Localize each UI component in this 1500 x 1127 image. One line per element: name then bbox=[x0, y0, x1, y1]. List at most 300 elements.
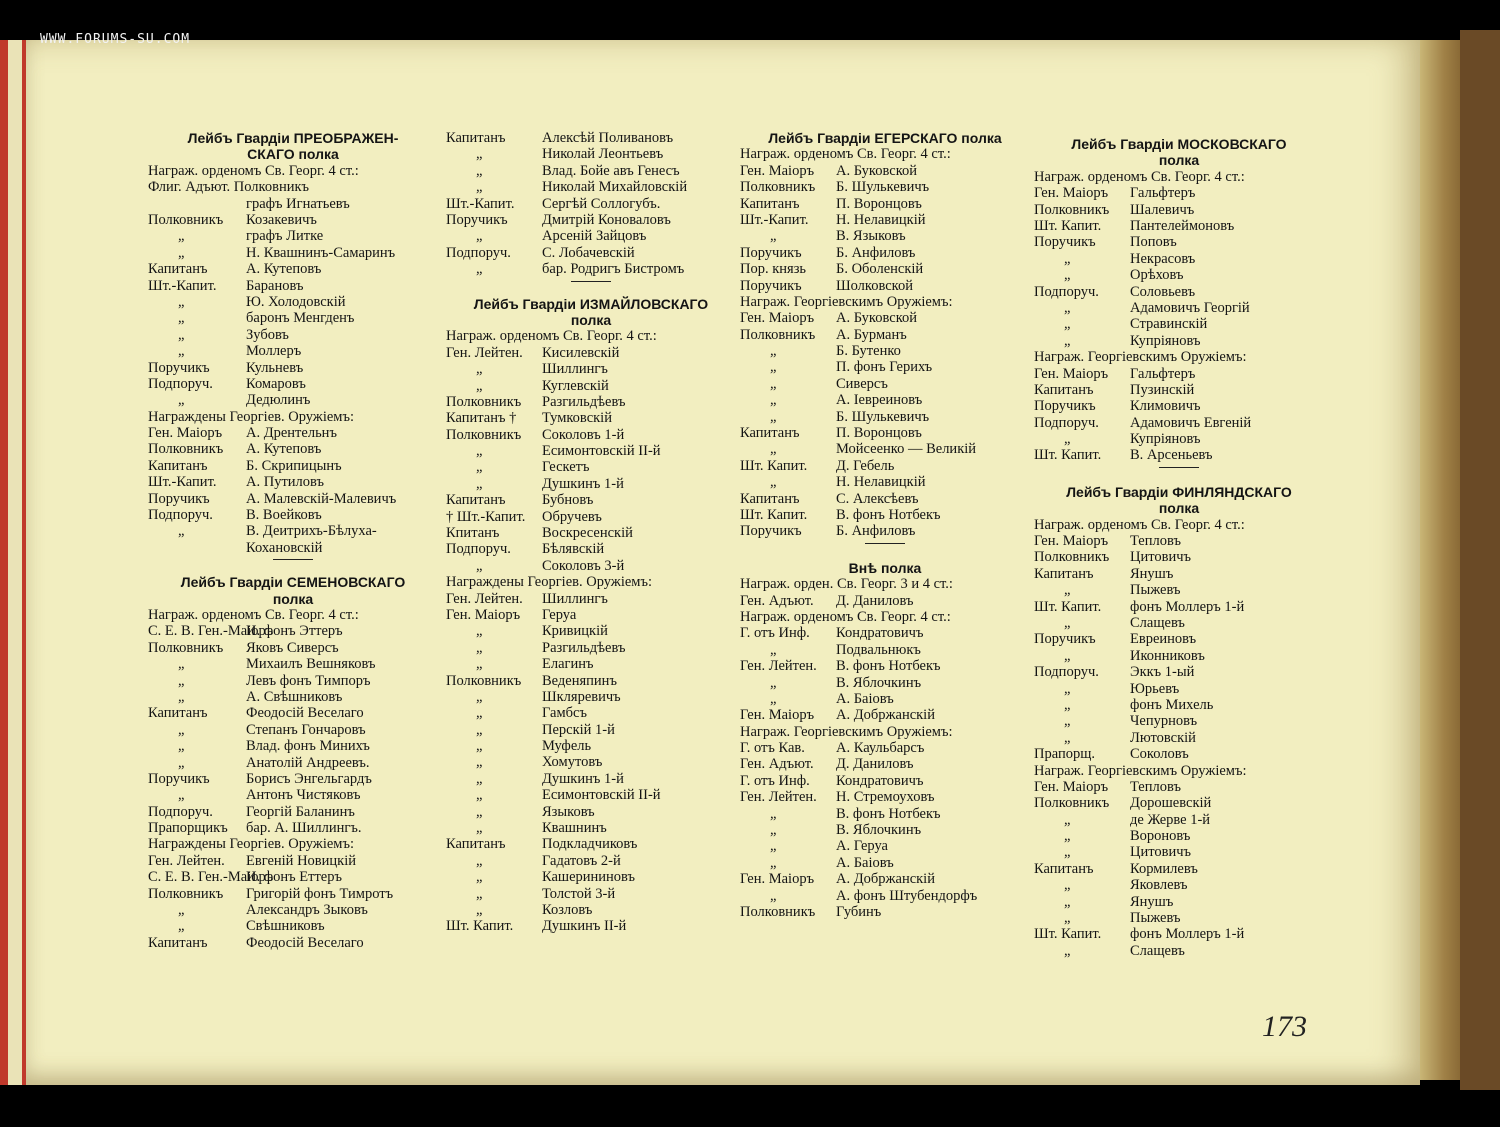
person-name: Шиллингъ bbox=[542, 590, 608, 607]
rank-label: Ген. Лейтен. bbox=[148, 852, 225, 869]
list-item bbox=[740, 625, 1030, 641]
list-item bbox=[1034, 812, 1324, 828]
list-item bbox=[148, 261, 438, 277]
rank-label: „ bbox=[770, 441, 777, 458]
person-name: Тумковскій bbox=[542, 410, 612, 427]
person-name: Воскресенскій bbox=[542, 525, 633, 542]
person-name: Обручевъ bbox=[542, 508, 602, 525]
rank-label: „ bbox=[1064, 431, 1071, 448]
person-name: А. Малевскій-Малевичъ bbox=[246, 490, 397, 507]
rank-label: Ген. Лейтен. bbox=[740, 789, 817, 806]
rank-label: „ bbox=[1064, 316, 1071, 333]
rank-label: Награждены Георгіев. Оружіемъ: bbox=[446, 574, 652, 591]
rank-label: Полковникъ bbox=[148, 885, 224, 902]
section-divider bbox=[273, 559, 313, 560]
rank-label: Ген. Маіоръ bbox=[1034, 185, 1109, 202]
list-item bbox=[446, 574, 736, 590]
person-name: Купріяновъ bbox=[1130, 332, 1201, 349]
list-item bbox=[1034, 366, 1324, 382]
rank-label: Ген. Маіоръ bbox=[148, 425, 223, 442]
rank-label: Награж. орденомъ Св. Георг. 4 ст.: bbox=[148, 162, 359, 179]
list-item bbox=[740, 491, 1030, 507]
list-item bbox=[446, 918, 736, 934]
list-item bbox=[1034, 185, 1324, 201]
person-name: Б. Шулькевичъ bbox=[836, 408, 930, 425]
list-item bbox=[1034, 697, 1324, 713]
list-item bbox=[1034, 926, 1324, 942]
list-item bbox=[1034, 730, 1324, 746]
rank-label: Шт. Капит. bbox=[740, 457, 808, 474]
rank-label: „ bbox=[770, 805, 777, 822]
list-item bbox=[740, 163, 1030, 179]
person-name: В. фонъ Нотбекъ bbox=[836, 805, 941, 822]
rank-label: Награж. орденомъ Св. Георг. 4 ст.: bbox=[446, 328, 657, 345]
rank-label: Полковникъ bbox=[446, 393, 522, 410]
list-item bbox=[148, 607, 438, 623]
rank-label: Ген. Маіоръ bbox=[1034, 778, 1109, 795]
person-name: Кисилевскій bbox=[542, 344, 620, 361]
rank-label: „ bbox=[1064, 729, 1071, 746]
rank-label: Капитанъ bbox=[148, 934, 208, 951]
person-name: графъ Игнатьевъ bbox=[246, 195, 350, 212]
list-item bbox=[148, 869, 438, 885]
rank-label: Награж. Георгіевскимъ Оружіемъ: bbox=[740, 293, 953, 310]
person-name: Евгеній Новицкій bbox=[246, 852, 356, 869]
list-item bbox=[446, 623, 736, 639]
rank-label: „ bbox=[476, 557, 483, 574]
list-item bbox=[446, 130, 736, 146]
list-item bbox=[740, 507, 1030, 523]
person-name: Гескетъ bbox=[542, 459, 590, 476]
list-item bbox=[148, 656, 438, 672]
page-number: 173 bbox=[1262, 1010, 1307, 1043]
list-item bbox=[1034, 566, 1324, 582]
rank-label: Флиг. Адъют. Полковникъ bbox=[148, 179, 310, 196]
person-name: Козакевичъ bbox=[246, 211, 317, 228]
person-name: Кульневъ bbox=[246, 359, 304, 376]
rank-label: „ bbox=[770, 854, 777, 871]
rank-label: „ bbox=[476, 705, 483, 722]
list-item bbox=[1034, 284, 1324, 300]
section-heading: Лейбъ Гвардіи ФИНЛЯНДСКАГО bbox=[1066, 483, 1292, 500]
rank-label: Ген. Маіоръ bbox=[740, 310, 815, 327]
person-name: Б. Бутенко bbox=[836, 343, 901, 360]
person-name: И. фонъ Эттеръ bbox=[246, 623, 343, 640]
person-name: Лютовскій bbox=[1130, 729, 1196, 746]
person-name: Зубовъ bbox=[246, 326, 289, 343]
person-name: де Жерве 1-й bbox=[1130, 811, 1211, 828]
list-item bbox=[1034, 218, 1324, 234]
person-name: Адамовичъ Георгій bbox=[1130, 299, 1250, 316]
section-divider bbox=[1159, 467, 1199, 468]
rank-label: Пор. князь bbox=[740, 261, 807, 278]
list-item bbox=[740, 409, 1030, 425]
person-name: Бубновъ bbox=[542, 492, 594, 509]
person-name: Гамбсъ bbox=[542, 705, 587, 722]
rank-label: „ bbox=[770, 228, 777, 245]
list-item bbox=[148, 902, 438, 918]
person-name: Николай Леонтьевъ bbox=[542, 146, 664, 163]
rank-label: Капитанъ bbox=[148, 705, 208, 722]
list-item bbox=[740, 838, 1030, 854]
person-name: Н. Квашнинъ-Самаринъ bbox=[246, 244, 396, 261]
person-name: Цитовичъ bbox=[1130, 844, 1192, 861]
rank-label: С. Е. В. Ген.-Маіоръ bbox=[148, 869, 274, 886]
list-item bbox=[148, 196, 438, 212]
rank-label: „ bbox=[1064, 713, 1071, 730]
person-name: Кохановскій bbox=[246, 539, 323, 556]
person-name: Б. Оболенскій bbox=[836, 261, 924, 278]
list-item bbox=[148, 820, 438, 836]
page-stack-edge bbox=[1420, 40, 1460, 1080]
person-name: Б. Шулькевичъ bbox=[836, 179, 930, 196]
person-name: Б. Анфиловъ bbox=[836, 244, 916, 261]
rank-label: Награж. орден. Св. Георг. 3 и 4 ст.: bbox=[740, 576, 953, 593]
list-item bbox=[740, 756, 1030, 772]
list-item bbox=[740, 904, 1030, 920]
list-item bbox=[1034, 615, 1324, 631]
list-item bbox=[148, 787, 438, 803]
list-item bbox=[446, 410, 736, 426]
person-name: Комаровъ bbox=[246, 375, 306, 392]
rank-label: Подпоруч. bbox=[1034, 283, 1099, 300]
person-name: Мойсеенко — Великій bbox=[836, 441, 977, 458]
person-name: Б. Скрипицынъ bbox=[246, 457, 342, 474]
person-name: Д. Даниловъ bbox=[836, 592, 914, 609]
rank-label: Полковникъ bbox=[740, 904, 816, 920]
rank-label: Капитанъ bbox=[1034, 381, 1094, 398]
list-item bbox=[740, 707, 1030, 723]
rank-label: Поручикъ bbox=[1034, 234, 1096, 251]
rank-label: „ bbox=[476, 443, 483, 460]
rank-label: Капитанъ bbox=[740, 490, 800, 507]
rank-label: „ bbox=[178, 738, 185, 755]
person-name: В. Яблочкинъ bbox=[836, 822, 922, 839]
person-name: бар. А. Шиллингъ. bbox=[246, 820, 362, 837]
rank-label: Поручикъ bbox=[1034, 631, 1096, 648]
list-item bbox=[740, 212, 1030, 228]
person-name: фонъ Михель bbox=[1130, 696, 1214, 713]
list-item bbox=[740, 261, 1030, 277]
rank-label: „ bbox=[178, 918, 185, 935]
rank-label: „ bbox=[178, 523, 185, 540]
person-name: Григорій фонъ Тимротъ bbox=[246, 885, 394, 902]
person-name: А. Бурманъ bbox=[836, 326, 907, 343]
rank-label: „ bbox=[476, 820, 483, 837]
list-item bbox=[148, 935, 438, 951]
rank-label: Г. отъ Инф. bbox=[740, 625, 810, 642]
rank-label: Шт.-Капит. bbox=[148, 277, 217, 294]
rank-label: „ bbox=[476, 623, 483, 640]
rank-label: „ bbox=[476, 787, 483, 804]
person-name: Пузинскій bbox=[1130, 381, 1195, 398]
rank-label: „ bbox=[476, 738, 483, 755]
list-item bbox=[446, 656, 736, 672]
watermark: WWW.FORUMS-SU.COM bbox=[40, 32, 191, 47]
list-item bbox=[740, 806, 1030, 822]
person-name: А. фонъ Штубендорфъ bbox=[836, 887, 978, 904]
rank-label: „ bbox=[770, 838, 777, 855]
rank-label: Ген. Маіоръ bbox=[740, 707, 815, 724]
person-name: А. Буковской bbox=[836, 310, 918, 327]
rank-label: „ bbox=[770, 822, 777, 839]
list-item bbox=[148, 689, 438, 705]
list-item bbox=[1034, 877, 1324, 893]
rank-label: „ bbox=[476, 770, 483, 787]
person-name: Вороновъ bbox=[1130, 828, 1191, 845]
person-name: Кондратовичъ bbox=[836, 625, 924, 642]
list-item bbox=[148, 673, 438, 689]
list-item bbox=[1034, 202, 1324, 218]
rank-label: Поручикъ bbox=[740, 277, 802, 294]
list-item bbox=[740, 245, 1030, 261]
rank-label: „ bbox=[178, 343, 185, 360]
person-name: Яковъ Сиверсъ bbox=[246, 639, 339, 656]
person-name: Пыжевъ bbox=[1130, 910, 1181, 927]
list-item bbox=[148, 540, 438, 556]
list-item bbox=[446, 459, 736, 475]
rank-label: Награж. Георгіевскимъ Оружіемъ: bbox=[740, 723, 953, 740]
list-item bbox=[1034, 599, 1324, 615]
rank-label: „ bbox=[178, 244, 185, 261]
list-item bbox=[1034, 415, 1324, 431]
list-item bbox=[740, 376, 1030, 392]
rank-label: „ bbox=[178, 787, 185, 804]
rank-label: „ bbox=[1064, 696, 1071, 713]
list-item bbox=[740, 146, 1030, 162]
rank-label: Подпоруч. bbox=[1034, 414, 1099, 431]
person-name: Перскій 1-й bbox=[542, 721, 615, 738]
list-item bbox=[1034, 431, 1324, 447]
section-heading: Лейбъ Гвардіи СЕМЕНОВСКАГО bbox=[180, 574, 406, 591]
list-item bbox=[1034, 910, 1324, 926]
rank-label: Ген. Маіоръ bbox=[1034, 365, 1109, 382]
rank-label: „ bbox=[1064, 680, 1071, 697]
person-name: Кашерининовъ bbox=[542, 869, 636, 886]
book-cover bbox=[1460, 30, 1500, 1090]
rank-label: Поручикъ bbox=[148, 490, 210, 507]
list-item bbox=[1034, 664, 1324, 680]
rank-label: Поручикъ bbox=[740, 523, 802, 540]
person-name: В. Деитрихъ-Бѣлуха- bbox=[246, 523, 377, 540]
rank-label: Шт. Капит. bbox=[1034, 926, 1102, 943]
person-name: Иконниковъ bbox=[1130, 647, 1205, 664]
list-item bbox=[740, 724, 1030, 740]
list-item bbox=[148, 409, 438, 425]
rank-label: „ bbox=[178, 754, 185, 771]
rank-label: „ bbox=[476, 179, 483, 196]
list-item bbox=[446, 525, 736, 541]
list-item bbox=[148, 886, 438, 902]
list-item bbox=[446, 640, 736, 656]
rank-label: „ bbox=[1064, 267, 1071, 284]
list-item bbox=[446, 607, 736, 623]
person-name: Есимонтовскій II-й bbox=[542, 787, 661, 804]
person-name: Николай Михайловскій bbox=[542, 179, 688, 196]
list-item bbox=[1034, 582, 1324, 598]
list-item bbox=[148, 458, 438, 474]
list-item bbox=[148, 507, 438, 523]
person-name: Поповъ bbox=[1130, 234, 1177, 251]
section-heading: полка bbox=[570, 311, 612, 328]
column-2 bbox=[446, 130, 736, 935]
rank-label: „ bbox=[1064, 910, 1071, 927]
person-name: Квашнинъ bbox=[542, 820, 607, 837]
person-name: Купріяновъ bbox=[1130, 431, 1201, 448]
rank-label: Капитанъ bbox=[740, 425, 800, 442]
list-item bbox=[148, 523, 438, 539]
rank-label: Ген. Маіоръ bbox=[740, 871, 815, 888]
list-item bbox=[740, 642, 1030, 658]
rank-label: Подпоруч. bbox=[446, 244, 511, 261]
person-name: Юрьевъ bbox=[1130, 680, 1180, 697]
list-item bbox=[446, 361, 736, 377]
person-name: Н. Стремоуховъ bbox=[836, 789, 935, 806]
rank-label: Подпоруч. bbox=[148, 803, 213, 820]
list-item bbox=[740, 359, 1030, 375]
list-item bbox=[1034, 943, 1324, 959]
rank-label: „ bbox=[178, 688, 185, 705]
person-name: Дедюлинъ bbox=[246, 392, 311, 409]
person-name: Борисъ Энгельгардъ bbox=[246, 770, 372, 787]
person-name: Тепловъ bbox=[1130, 778, 1181, 795]
column-4 bbox=[1034, 136, 1324, 959]
rank-label: Шт. Капит. bbox=[1034, 217, 1102, 234]
person-name: Языковъ bbox=[542, 803, 595, 820]
list-item bbox=[1034, 648, 1324, 664]
list-item bbox=[1034, 894, 1324, 910]
rank-label: Капитанъ † bbox=[446, 410, 517, 427]
rank-label: Подпоруч. bbox=[148, 375, 213, 392]
person-name: Соколовъ bbox=[1130, 746, 1189, 763]
rank-label bbox=[148, 196, 246, 212]
list-item bbox=[446, 345, 736, 361]
person-name: Янушъ bbox=[1130, 893, 1174, 910]
rank-label: „ bbox=[770, 474, 777, 491]
section-heading: Внѣ полка bbox=[848, 559, 922, 576]
rank-label: Прапорщ. bbox=[1034, 746, 1096, 763]
person-name: Н. Нелавицкій bbox=[836, 211, 926, 228]
person-name: Гадатовъ 2-й bbox=[542, 852, 621, 869]
list-item bbox=[740, 691, 1030, 707]
person-name: Муфель bbox=[542, 738, 592, 755]
rank-label: Капитанъ bbox=[446, 492, 506, 509]
list-item bbox=[740, 441, 1030, 457]
list-item bbox=[446, 787, 736, 803]
rank-label: Подпоруч. bbox=[446, 541, 511, 558]
person-name: Куглевскій bbox=[542, 377, 609, 394]
column-1 bbox=[148, 130, 438, 951]
person-name: Геруа bbox=[542, 606, 577, 623]
list-item bbox=[148, 491, 438, 507]
list-item bbox=[148, 310, 438, 326]
person-name: В. фонъ Нотбекъ bbox=[836, 507, 941, 523]
list-item bbox=[740, 523, 1030, 539]
list-item bbox=[1034, 267, 1324, 283]
list-item bbox=[446, 476, 736, 492]
list-item bbox=[1034, 763, 1324, 779]
list-item bbox=[148, 179, 438, 195]
list-item bbox=[1034, 300, 1324, 316]
list-item bbox=[446, 163, 736, 179]
person-name: Шалевичъ bbox=[1130, 201, 1195, 218]
person-name: Н. Нелавицкій bbox=[836, 474, 926, 491]
list-item bbox=[446, 558, 736, 574]
rank-label: Г. отъ Инф. bbox=[740, 772, 810, 789]
rank-label: „ bbox=[476, 885, 483, 902]
rank-label: Ген. Лейтен. bbox=[740, 658, 817, 675]
person-name: А. Кутеповъ bbox=[246, 261, 322, 278]
rank-label: Капитанъ bbox=[740, 195, 800, 212]
person-name: Моллеръ bbox=[246, 343, 302, 360]
list-item bbox=[1034, 234, 1324, 250]
person-name: П. Воронцовъ bbox=[836, 195, 922, 212]
person-name: Тепловъ bbox=[1130, 533, 1181, 550]
person-name: С. Лобачевскій bbox=[542, 244, 635, 261]
rank-label: Прапорщикъ bbox=[148, 820, 228, 837]
person-name: Слащевъ bbox=[1130, 942, 1185, 959]
rank-label: † Шт.-Капит. bbox=[446, 508, 526, 525]
list-item bbox=[446, 886, 736, 902]
list-item bbox=[740, 593, 1030, 609]
rank-label: „ bbox=[178, 656, 185, 673]
rank-label: Ген. Маіоръ bbox=[1034, 533, 1109, 550]
person-name: графъ Литке bbox=[246, 228, 324, 245]
list-item bbox=[740, 773, 1030, 789]
rank-label: Поручикъ bbox=[1034, 398, 1096, 415]
rank-label: Полковникъ bbox=[1034, 795, 1110, 812]
person-name: Георгій Баланинъ bbox=[246, 803, 355, 820]
rank-label: Шт.-Капит. bbox=[740, 211, 809, 228]
person-name: Кондратовичъ bbox=[836, 772, 924, 789]
list-item bbox=[740, 310, 1030, 326]
list-item bbox=[148, 278, 438, 294]
rank-label: Г. отъ Кав. bbox=[740, 740, 805, 757]
rank-label: Полковникъ bbox=[1034, 549, 1110, 566]
rank-label: Поручикъ bbox=[148, 359, 210, 376]
rank-label: „ bbox=[1064, 942, 1071, 959]
list-item bbox=[446, 541, 736, 557]
rank-label: „ bbox=[476, 361, 483, 378]
person-name: Влад. Бойе авъ Генесъ bbox=[542, 162, 680, 179]
list-item bbox=[740, 474, 1030, 490]
person-name: Шкляревичъ bbox=[542, 688, 621, 705]
list-item bbox=[446, 836, 736, 852]
person-name: Михаилъ Вешняковъ bbox=[246, 656, 376, 673]
person-name: А. Каульбарсъ bbox=[836, 740, 925, 757]
rank-label: „ bbox=[476, 754, 483, 771]
rank-label: „ bbox=[1064, 582, 1071, 599]
rank-label: „ bbox=[476, 688, 483, 705]
rank-label: „ bbox=[1064, 844, 1071, 861]
person-name: Свѣшниковъ bbox=[246, 918, 325, 935]
list-item bbox=[446, 378, 736, 394]
list-item bbox=[740, 327, 1030, 343]
person-name: Сиверсъ bbox=[836, 375, 888, 392]
list-item bbox=[446, 738, 736, 754]
list-item bbox=[1034, 861, 1324, 877]
person-name: Пантелеймоновъ bbox=[1130, 217, 1235, 234]
rank-label: „ bbox=[178, 902, 185, 919]
rank-label: Награж. орденомъ Св. Георг. 4 ст.: bbox=[148, 607, 359, 623]
list-item bbox=[446, 245, 736, 261]
rank-label: Шт.-Капит. bbox=[148, 474, 217, 491]
rank-label: Награж. Георгіевскимъ Оружіемъ: bbox=[1034, 349, 1247, 366]
list-item bbox=[1034, 631, 1324, 647]
person-name: А. Баіовъ bbox=[836, 854, 894, 871]
person-name: Шолковской bbox=[836, 277, 913, 294]
list-item bbox=[148, 918, 438, 934]
